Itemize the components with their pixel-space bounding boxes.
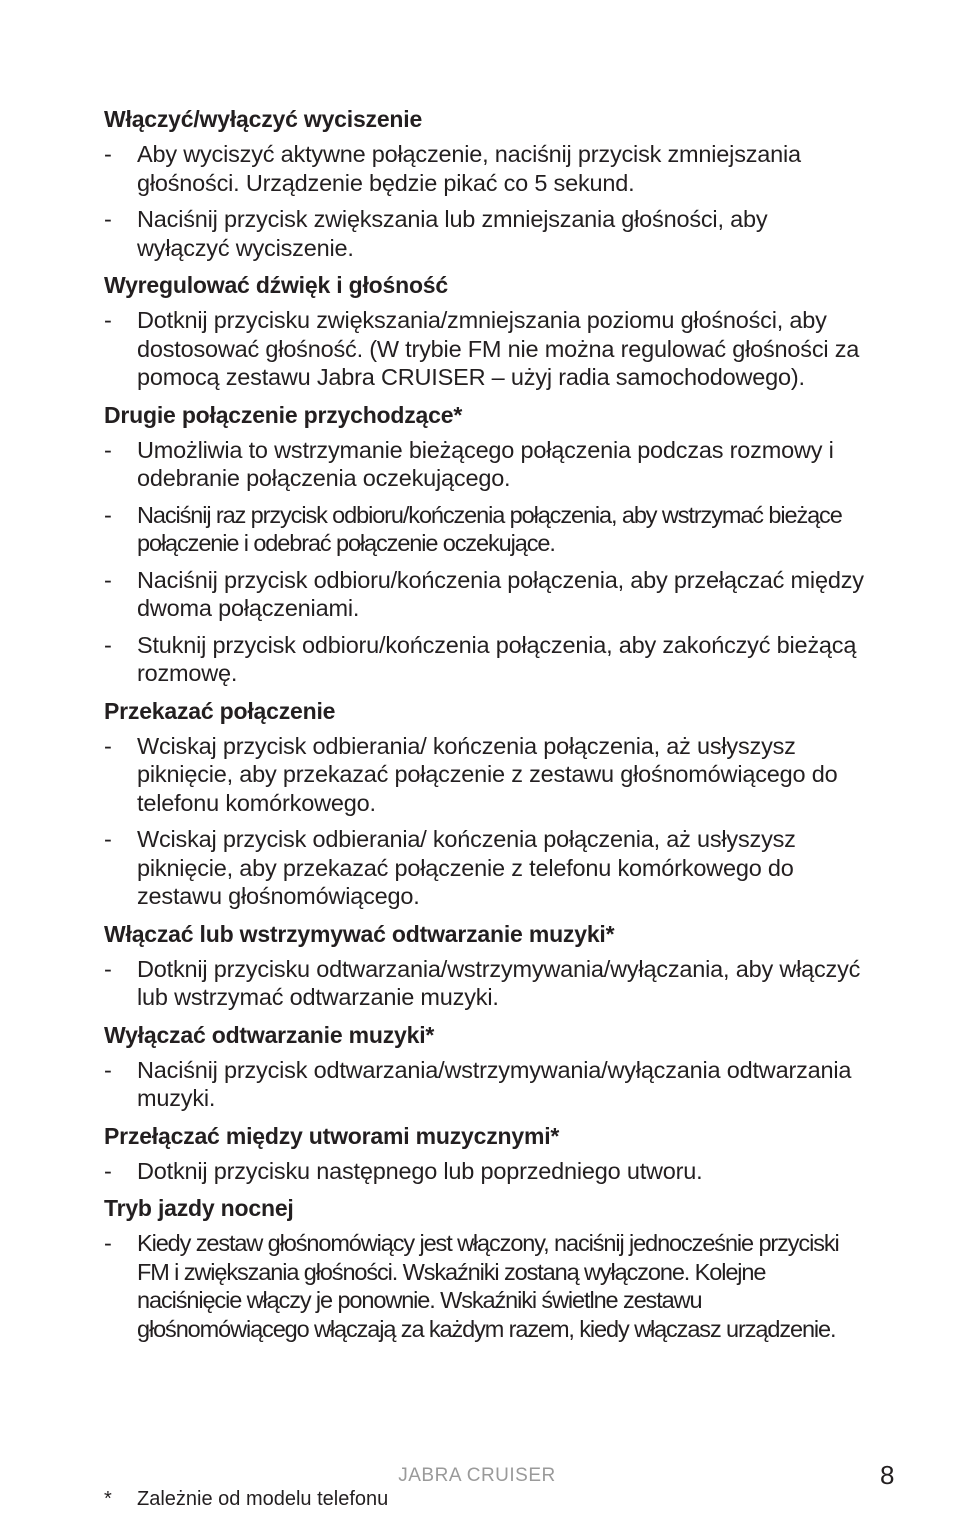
bullet-dash: - [104, 566, 112, 593]
list-item [104, 825, 864, 911]
section-heading: Przekazać połączenie [104, 697, 336, 724]
section-heading: Wyłączać odtwarzanie muzyki* [104, 1021, 435, 1048]
list-item-text: Umożliwia to wstrzymanie bieżącego połączenia podczas rozmowy i odebranie połączenia oczekującego. [137, 436, 834, 491]
list-item-text: Wciskaj przycisk odbierania/ kończenia połączenia, aż usłyszysz piknięcie, aby przekazać połączenie z telefonu komórkowego do zestawu głośnomówiącego. [137, 826, 796, 909]
footnote-marker: * [104, 1488, 112, 1510]
section-heading: Wyregulować dźwięk i głośność [104, 272, 448, 298]
bullet-dash: - [104, 732, 112, 759]
list-item-text: Kiedy zestaw głośnomówiący jest włączony, naciśnij jednocześnie przyciski FM i zwiększania głośności. Wskaźniki zostaną wyłączone. Kolejne naciśnięcie włączy je ponownie. Wskaźniki świetlne zestawu głośnomówiącego włączają za każdym razem, kiedy włączasz urządzenie. [137, 1230, 839, 1342]
list-item [104, 1157, 864, 1186]
list-item-text: Naciśnij raz przycisk odbioru/kończenia połączenia, aby wstrzymać bieżące połączenie i odebrać połączenie oczekujące. [137, 501, 842, 556]
list-item-text: Dotknij przycisku zwiększania/zmniejszania poziomu głośności, aby dostosować głośność. (W trybie FM nie można regulować głośności za pomocą zestawu Jabra CRUISER – użyj radia samochodowego). [137, 307, 860, 390]
bullet-dash: - [104, 1056, 112, 1083]
document-body [104, 104, 864, 1351]
bullet-dash: - [104, 141, 112, 167]
list-item [104, 501, 864, 558]
bullet-dash: - [104, 826, 112, 852]
list-item [104, 205, 864, 262]
list-item [104, 1229, 864, 1343]
list-item-text: Dotknij przycisku odtwarzania/wstrzymywania/wyłączania, aby włączyć lub wstrzymać odtwarzanie muzyki. [137, 955, 861, 1010]
list-item-text: Dotknij przycisku następnego lub poprzedniego utworu. [137, 1157, 703, 1184]
instruction-list [104, 1229, 864, 1343]
list-item [104, 566, 864, 623]
bullet-dash: - [104, 631, 112, 658]
bullet-dash: - [104, 436, 112, 463]
section-heading: Tryb jazdy nocnej [104, 1195, 294, 1221]
instruction-list [104, 306, 864, 392]
page-number: 8 [880, 1460, 895, 1490]
list-item [104, 436, 864, 493]
instruction-list [104, 1157, 864, 1186]
list-item-text: Naciśnij przycisk odbioru/kończenia połączenia, aby przełączać między dwoma połączeniami. [137, 566, 864, 621]
list-item [104, 1056, 864, 1113]
section-heading: Drugie połączenie przychodzące* [104, 401, 463, 428]
bullet-dash: - [104, 206, 112, 232]
list-item-text: Wciskaj przycisk odbierania/ kończenia połączenia, aż usłyszysz piknięcie, aby przekazać połączenie z zestawu głośnomówiącego do telefonu komórkowego. [137, 732, 838, 816]
list-item [104, 631, 864, 688]
list-item [104, 955, 864, 1012]
list-item-text: Naciśnij przycisk odtwarzania/wstrzymywania/wyłączania odtwarzania muzyki. [137, 1056, 852, 1111]
list-item [104, 140, 864, 197]
bullet-dash: - [104, 1230, 111, 1256]
footer-brand: JABRA CRUISER [398, 1465, 556, 1486]
instruction-list [104, 955, 864, 1012]
list-item-text: Aby wyciszyć aktywne połączenie, naciśnij przycisk zmniejszania głośności. Urządzenie będzie pikać co 5 sekund. [137, 141, 801, 196]
instruction-list [104, 140, 864, 262]
list-item [104, 732, 864, 818]
footnote [104, 1488, 388, 1511]
footnote-text: Zależnie od modelu telefonu [137, 1488, 389, 1510]
list-item-text: Naciśnij przycisk zwiększania lub zmniejszania głośności, aby wyłączyć wyciszenie. [137, 206, 768, 261]
section-heading: Przełączać między utworami muzycznymi* [104, 1122, 560, 1149]
section-heading: Włączać lub wstrzymywać odtwarzanie muzyki* [104, 920, 615, 947]
bullet-dash: - [104, 955, 112, 982]
instruction-list [104, 436, 864, 688]
bullet-dash: - [104, 307, 112, 333]
list-item-text: Stuknij przycisk odbioru/kończenia połączenia, aby zakończyć bieżącą rozmowę. [137, 631, 857, 686]
bullet-dash: - [104, 501, 111, 528]
list-item [104, 306, 864, 392]
bullet-dash: - [104, 1157, 112, 1184]
instruction-list [104, 732, 864, 911]
section-heading: Włączyć/wyłączyć wyciszenie [104, 106, 423, 132]
instruction-list [104, 1056, 864, 1113]
